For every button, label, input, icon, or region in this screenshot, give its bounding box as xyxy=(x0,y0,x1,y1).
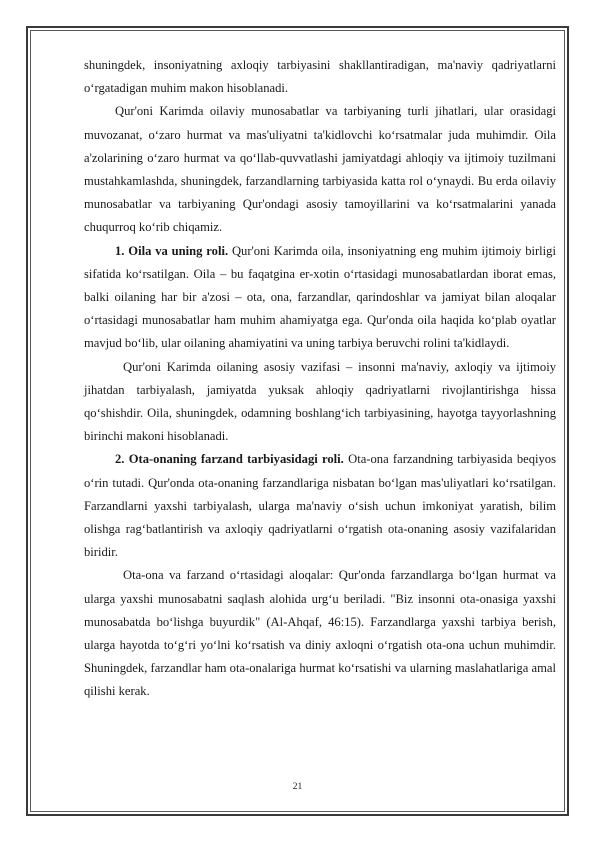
page-number: 21 xyxy=(292,782,303,792)
paragraph-text: shuningdek, insoniyatning axloqiy tarbiyasini shakllantiradigan, ma'naviy qadriyatlarni o‘rgatadigan muhim makon hisoblanadi. xyxy=(84,58,556,96)
document-body xyxy=(84,54,556,704)
paragraph-text: Qur'oni Karimda oilaviy munosabatlar va tarbiyaning turli jihatlari, ular orasidagi muvozanat, o‘zaro hurmat va mas'uliyatni ta'kidlovchi ko‘rsatmalar juda muhimdir. Oila a'zolarining o‘zaro hurmat va qo‘llab-quvvatlashi jamiyatdagi ahloqiy va ijtimoiy tuzilmani mustahkamlashda, shuningdek, farzandlarning tarbiyasida katta rol o‘ynaydi. Bu erda oilaviy munosabatlar va tarbiyaning Qur'ondagi asosiy tamoyillarini va ko‘rsatmalarini yanada chuqurroq ko‘rib chiqamiz. xyxy=(84,104,556,235)
section-heading: 2. Ota-onaning farzand tarbiyasidagi roli. xyxy=(115,452,344,467)
paragraph-parents-role xyxy=(84,448,556,564)
paragraph-family-task xyxy=(84,356,556,449)
paragraph-text: Qur'oni Karimda oila, insoniyatning eng muhim ijtimoiy birligi sifatida ko‘rsatilgan. Oila – bu faqatgina er-xotin o‘rtasidagi munosabatlardan iborat emas, balki oilaning har bir a'zosi – ota, ona, farzandlar, qarindoshlar va jamiyat bilan aloqalar o‘rtasidagi munosabatlar ham muhim ahamiyatga ega. Qur'onda oila haqida ko‘plab oyatlar mavjud bo‘lib, ular oilaning ahamiyatini va uning tarbiya beruvchi rolini ta'kidlaydi. xyxy=(84,243,556,351)
paragraph-text: Ota-ona farzandning tarbiyasida beqiyos o‘rin tutadi. Qur'onda ota-onaning farzandlariga nisbatan bo‘lgan mas'uliyatlari ko‘rsatilgan. Farzandlarni yaxshi tarbiyalash, ularga ma'naviy o‘sish uchun imkoniyat yaratish, bilim olishga rag‘batlantirish va axloqiy qadriyatlarni o‘rgatish ota-onaning asosiy vazifalaridan biridir. xyxy=(84,452,556,560)
paragraph-text: Qur'oni Karimda oilaning asosiy vazifasi – insonni ma'naviy, axloqiy va ijtimoiy jihatdan tarbiyalash, jamiyatda yuksak ahloqiy qadriyatlarni rivojlantirishga hissa qo‘shishdir. Oila, shuningdek, odamning boshlang‘ich tarbiyasining, hayotga tayyorlashning birinchi makoni hisoblanadi. xyxy=(84,359,556,444)
paragraph-family-role xyxy=(84,240,556,356)
paragraph-parent-child xyxy=(84,564,556,703)
paragraph-family-relations xyxy=(84,100,556,239)
paragraph-text: Ota-ona va farzand o‘rtasidagi aloqalar: Qur'onda farzandlarga bo‘lgan hurmat va ularga yaxshi munosabatni saqlash alohida urg‘u beriladi. "Biz insonni ota-onasiga yaxshi munosabatda bo‘lishga buyurdik" (Al-Ahqaf, 46:15). Farzandlarga yaxshi tarbiya berish, ularga hayotda to‘g‘ri yo‘lni ko‘rsatish va diniy axloqni o‘rgatish ota-ona uchun muhimdir. Shuningdek, farzandlar ham ota-onalariga hurmat ko‘rsatishi va ularning maslahatlariga amal qilishi kerak. xyxy=(84,568,556,699)
paragraph-continuation xyxy=(84,54,556,100)
section-heading: 1. Oila va uning roli. xyxy=(115,243,229,258)
